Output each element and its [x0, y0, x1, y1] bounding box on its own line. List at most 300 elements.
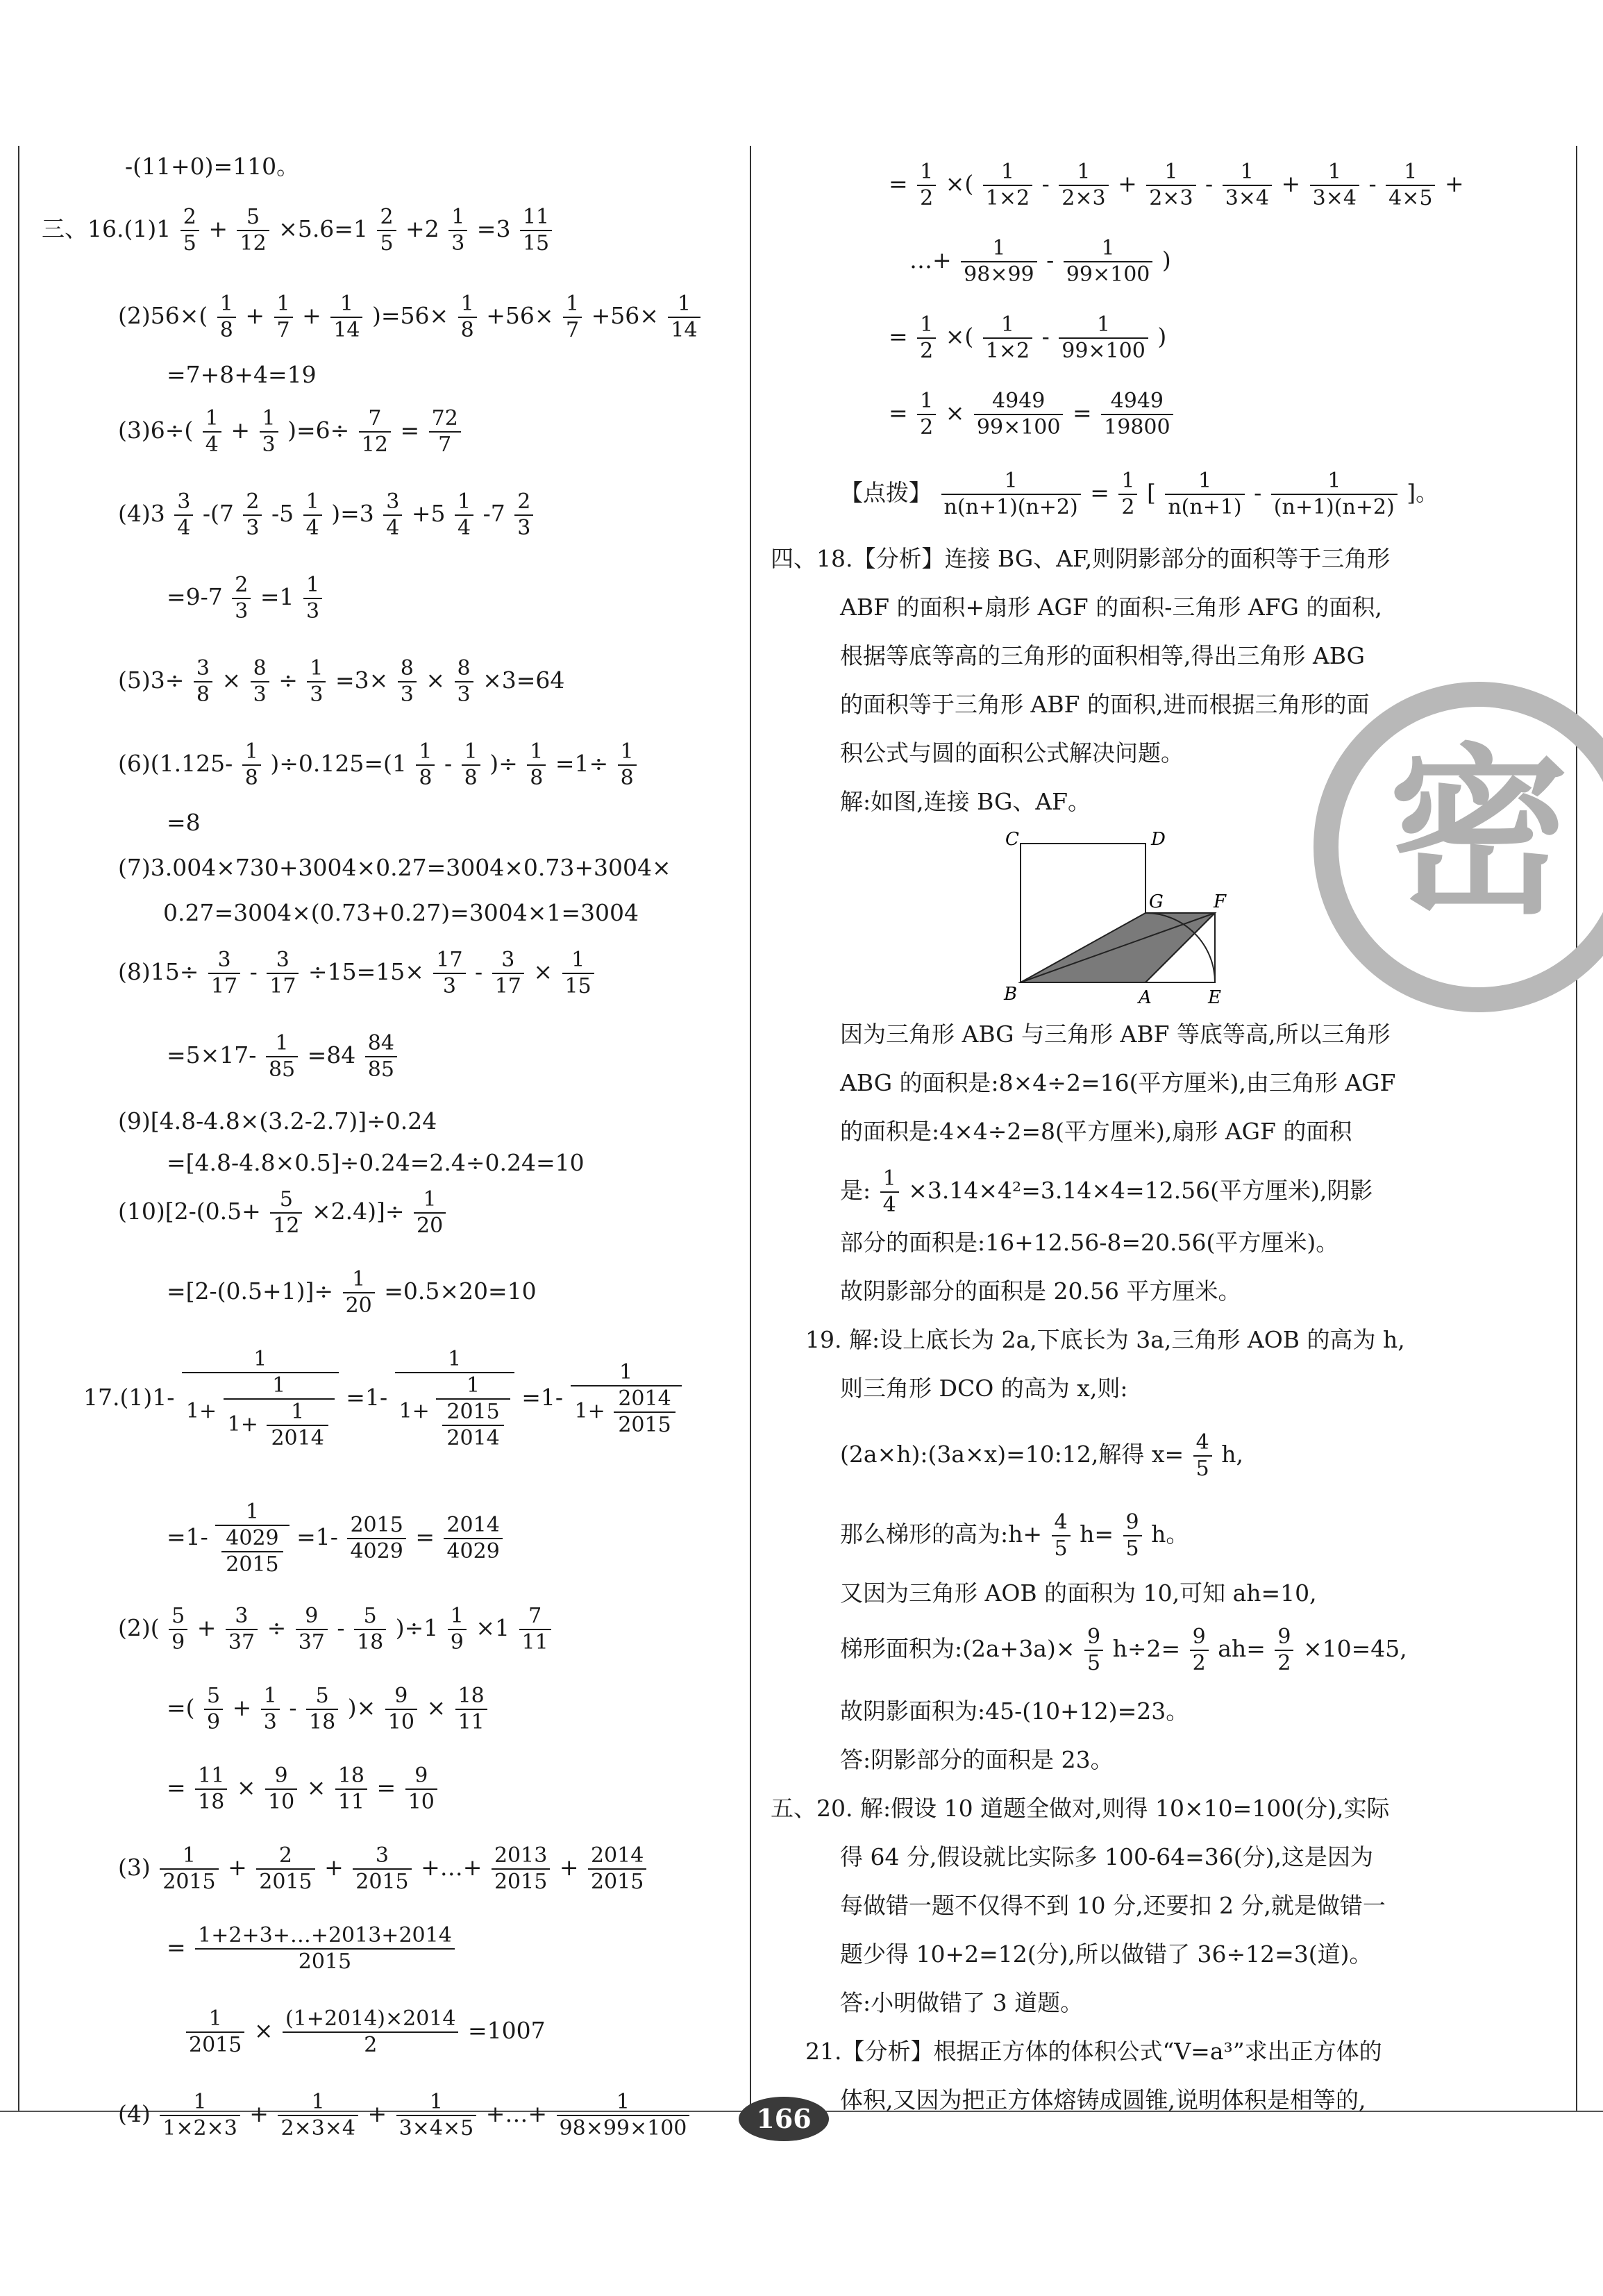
frac [983, 160, 1032, 211]
t: ) [1161, 246, 1171, 274]
frac [1223, 160, 1272, 211]
n: 9 [1190, 1625, 1209, 1651]
frac [455, 489, 473, 541]
frac [274, 292, 293, 343]
t: =1 [260, 583, 294, 610]
q19-line7: 故阴影面积为:45-(10+12)=23。 [840, 1698, 1189, 1725]
d: 8 [196, 682, 210, 707]
frac [519, 1604, 551, 1655]
frac [442, 1400, 503, 1451]
d: 18 [198, 1790, 225, 1814]
t: - [1368, 170, 1377, 197]
t: h÷2= [1112, 1635, 1181, 1662]
t: + [324, 1854, 344, 1881]
frac [195, 1923, 455, 1975]
n: 1 [455, 489, 473, 516]
t: - [1046, 246, 1055, 274]
frac [941, 469, 1081, 520]
t: -5 [271, 500, 294, 527]
t: - [444, 750, 453, 777]
n: 9 [1123, 1510, 1142, 1536]
n: 1 [557, 2090, 690, 2116]
d: 15 [522, 231, 550, 255]
frac [353, 1843, 411, 1895]
n: 1 [261, 1684, 280, 1710]
d: 18 [309, 1710, 336, 1734]
d: 1×2 [985, 339, 1030, 363]
frac [306, 1684, 338, 1735]
d: 2015 [259, 1870, 312, 1894]
t: + [228, 1854, 247, 1881]
d: 10 [268, 1790, 295, 1814]
problem-16-2 [118, 292, 703, 343]
label-e: E [1208, 987, 1221, 1008]
t: 1+ [398, 1399, 430, 1423]
t: = [1090, 479, 1109, 506]
t: + [1444, 170, 1464, 197]
frac [1271, 469, 1398, 520]
frac [492, 1843, 550, 1895]
frac [588, 1843, 646, 1895]
t: 那么梯形的高为:h+ [840, 1520, 1043, 1548]
d: 3×4 [1225, 186, 1269, 210]
n: 1 [303, 489, 322, 516]
n: 1 [448, 205, 467, 231]
t: × [306, 1774, 326, 1801]
n: 4 [1052, 1510, 1071, 1536]
geometry-figure [1000, 830, 1229, 1010]
n: 11 [520, 205, 552, 231]
t: + [1281, 170, 1301, 197]
n: 1 [1059, 312, 1148, 339]
d: 99×100 [1061, 339, 1145, 363]
d [436, 1400, 510, 1451]
q20-line3: 每做错一题不仅得不到 10 分,还要扣 2 分,就是做错一 [840, 1892, 1386, 1919]
d: 5 [1087, 1651, 1101, 1675]
frac [260, 406, 278, 458]
frac [398, 656, 417, 707]
q20-line1: 五、20. 解:假设 10 道题全做对,则得 10×10=100(分),实际 [771, 1795, 1390, 1822]
t: - [1041, 323, 1050, 350]
d: 7 [566, 318, 580, 342]
frac [396, 2090, 477, 2141]
frac [195, 1763, 227, 1815]
q18-line4: 的面积等于三角形 ABF 的面积,进而根据三角形的面 [840, 691, 1370, 718]
frac [221, 1526, 283, 1577]
n: 1 [307, 656, 326, 682]
n: 1 [215, 1500, 289, 1526]
d: 4029 [350, 1539, 403, 1564]
frac [174, 489, 193, 541]
t: = [889, 399, 908, 426]
label-d: D [1151, 830, 1166, 850]
n: 3 [208, 948, 240, 974]
left-margin-rule [18, 146, 19, 2111]
q18-line10: 部分的面积是:16+12.56-8=20.56(平方厘米)。 [840, 1229, 1339, 1256]
frac [265, 1763, 297, 1815]
frac [1052, 1510, 1071, 1561]
d: 5 [1195, 1457, 1209, 1481]
d: 5 [1125, 1536, 1139, 1561]
n: 8 [251, 656, 269, 682]
d: 2015 [590, 1870, 644, 1894]
q18-line3: 根据等底等高的三角形的面积相等,得出三角形 ABG [840, 642, 1366, 669]
problem-17-2-result [167, 1763, 439, 1815]
section-label: 三、16. [42, 215, 124, 242]
q19-line4 [840, 1510, 1189, 1561]
q19-line1: 19. 解:设上底长为 2a,下底长为 3a,三角形 AOB 的高为 h, [805, 1326, 1405, 1353]
n: 1 [242, 739, 261, 766]
n: 1 [983, 312, 1032, 339]
label-f: F [1214, 891, 1227, 912]
n: 1 [266, 1031, 298, 1057]
d: 3 [457, 682, 471, 707]
q19-line2: 则三角形 DCO 的高为 x,则: [840, 1375, 1128, 1402]
frac [448, 205, 467, 256]
n: 1 [527, 739, 546, 766]
frac [974, 389, 1064, 440]
t: ×( [945, 323, 974, 350]
n: 2 [256, 1843, 314, 1870]
frac [303, 489, 322, 541]
t: ÷ [278, 667, 298, 694]
d: 3 [306, 599, 320, 623]
frac [614, 1386, 675, 1438]
problem-17-4-step1 [889, 160, 1464, 211]
n: 1 [618, 739, 637, 766]
t: =1- [167, 1523, 208, 1550]
n: 3 [267, 948, 299, 974]
d: 7 [438, 433, 452, 457]
frac [204, 1684, 223, 1735]
n: 2014 [588, 1843, 646, 1870]
frac [267, 1400, 328, 1451]
d: 14 [333, 318, 360, 342]
d: 2015 [189, 2033, 242, 2057]
n: 1 [571, 1360, 682, 1386]
t: +…+ [485, 2100, 548, 2127]
n: 1 [267, 1400, 328, 1426]
d: 2014 [271, 1426, 324, 1450]
frac [377, 205, 396, 256]
q18-line9 [840, 1166, 1373, 1218]
d: 11 [458, 1710, 485, 1734]
problem-17-3-result [184, 2006, 546, 2058]
hint-line [840, 469, 1438, 520]
t: (2a×h):(3a×x)=10:12,解得 x= [840, 1441, 1184, 1468]
q18-line1: 四、18.【分析】连接 BG、AF,则阴影部分的面积等于三角形 [771, 545, 1391, 572]
d: 2014 [446, 1426, 500, 1450]
q20-line2: 得 64 分,假设就比实际多 100-64=36(分),这是因为 [840, 1843, 1373, 1870]
frac [251, 656, 269, 707]
frac [527, 739, 546, 791]
t: - [1205, 170, 1214, 197]
frac [1275, 1625, 1293, 1676]
d: 8 [419, 766, 433, 790]
n: 1 [880, 1166, 899, 1193]
d: 3 [235, 599, 249, 623]
d: 2×3 [1149, 186, 1193, 210]
column-divider [750, 146, 751, 2111]
d: 20 [417, 1214, 444, 1238]
t: 1+ [185, 1399, 217, 1423]
d: 5 [380, 231, 394, 255]
d [224, 1400, 335, 1451]
frac [563, 292, 582, 343]
frac [1190, 1625, 1209, 1676]
t: (5)3÷ [118, 667, 185, 694]
frac [256, 1843, 314, 1895]
t: + [245, 302, 265, 329]
d: 8 [464, 766, 478, 790]
frac [668, 292, 700, 343]
t: + [1118, 170, 1137, 197]
n: 17 [433, 948, 465, 974]
n: 9 [1275, 1625, 1293, 1651]
n: 2014 [614, 1386, 675, 1413]
n: 1 [416, 739, 435, 766]
n: 1 [160, 1843, 218, 1870]
n: 3 [226, 1604, 258, 1630]
n: 2 [232, 573, 251, 599]
right-margin-rule [1576, 146, 1577, 2111]
t: 【点拨】 [840, 479, 932, 506]
n: 1 [303, 573, 322, 599]
q18-line8: 的面积是:4×4÷2=8(平方厘米),扇形 AGF 的面积 [840, 1118, 1352, 1145]
d: 3 [263, 1710, 277, 1734]
n: 1 [203, 406, 221, 433]
problem-16-5 [118, 656, 564, 707]
problem-16-10-result [167, 1267, 537, 1318]
t: )÷0.125=(1 [270, 750, 407, 777]
n: 84 [365, 1031, 397, 1057]
q21-line1: 21.【分析】根据正方体的体积公式“V=a³”求出正方体的 [805, 2038, 1382, 2065]
n: 1 [1146, 160, 1195, 186]
frac [1118, 469, 1137, 520]
d: 3 [451, 231, 465, 255]
frac [429, 406, 461, 458]
line-110: -(11+0)=110。 [125, 153, 300, 180]
problem-16-4 [118, 489, 535, 541]
n: 2013 [492, 1843, 550, 1870]
t: × [945, 399, 965, 426]
watermark-char: 密 [1388, 729, 1569, 939]
d: 19800 [1104, 415, 1170, 439]
n: 2015 [442, 1400, 503, 1426]
frac [232, 573, 251, 624]
n: 1 [917, 312, 936, 339]
t: × [221, 667, 242, 694]
t: =( [167, 1694, 195, 1721]
frac [880, 1166, 899, 1218]
t: (2)56×( [118, 302, 208, 329]
n: 9 [405, 1763, 437, 1790]
d: 3 [400, 682, 414, 707]
frac [1146, 160, 1195, 211]
frac [917, 312, 936, 364]
n: 1 [278, 2090, 358, 2116]
frac [226, 1604, 258, 1655]
n: 1 [983, 160, 1032, 186]
n: 1 [1064, 236, 1153, 262]
n: 3 [353, 1843, 411, 1870]
n: 1 [160, 2090, 240, 2116]
d: 99×100 [1066, 262, 1150, 287]
d: 37 [298, 1630, 325, 1654]
d: 4029 [446, 1539, 500, 1564]
t: - [1041, 170, 1050, 197]
n: 2 [377, 205, 396, 231]
problem-16-10 [118, 1187, 448, 1239]
frac [343, 1267, 375, 1318]
frac [303, 573, 322, 624]
page-number-badge: 166 [739, 2097, 829, 2141]
n: 1 [1059, 160, 1108, 186]
t: (6)(1.125- [118, 750, 233, 777]
d: 2015 [618, 1413, 671, 1437]
t: 17.(1)1- [83, 1384, 175, 1411]
d: 10 [408, 1790, 435, 1814]
n: 8 [455, 656, 473, 682]
t: +56× [591, 302, 659, 329]
n: 1 [1223, 160, 1272, 186]
t: 1+ [574, 1399, 605, 1423]
frac [1123, 1510, 1142, 1561]
d: 3 [442, 974, 456, 998]
n: 4949 [1101, 389, 1173, 415]
d: 2015 [494, 1870, 548, 1894]
d: 3 [262, 433, 276, 457]
problem-17-4 [118, 2090, 691, 2141]
frac [278, 2090, 358, 2141]
n: 3 [174, 489, 193, 516]
n: 1 [414, 1187, 446, 1214]
d: 8 [620, 766, 634, 790]
d: 98×99 [964, 262, 1034, 287]
frac [267, 948, 299, 999]
t: +5 [411, 500, 446, 527]
n: 5 [237, 205, 269, 231]
t: =3 [476, 215, 511, 242]
t: ÷ [267, 1614, 287, 1641]
problem-17-4-step3 [889, 312, 1166, 364]
t: + [559, 1854, 579, 1881]
n: 5 [354, 1604, 386, 1630]
t: + [232, 1694, 252, 1721]
n: 3 [194, 656, 212, 682]
t: )=6÷ [287, 417, 350, 444]
d: 14 [671, 318, 698, 342]
frac [405, 1763, 437, 1815]
frac [618, 739, 637, 791]
t: =1- [521, 1384, 564, 1411]
q18-line6: 因为三角形 ABG 与三角形 ABF 等底等高,所以三角形 [840, 1021, 1391, 1048]
frac [1310, 160, 1359, 211]
d: 4 [305, 516, 319, 540]
frac [1165, 469, 1244, 520]
n: 3 [383, 489, 402, 516]
n: 9 [265, 1763, 297, 1790]
d: 2015 [226, 1552, 279, 1577]
d: (n+1)(n+2) [1273, 495, 1395, 519]
d: 1×2 [985, 186, 1030, 210]
t: =9-7 [167, 583, 223, 610]
nested-frac [215, 1500, 289, 1577]
n: 1 [1310, 160, 1359, 186]
t: h, [1221, 1441, 1243, 1468]
t: (3) [118, 1854, 151, 1881]
problem-16-6 [118, 739, 639, 791]
d: 2 [1277, 1651, 1291, 1675]
d: 12 [361, 433, 388, 457]
d: 2 [1192, 1651, 1206, 1675]
frac [354, 1604, 386, 1655]
n: 2 [514, 489, 533, 516]
d: 5 [1054, 1536, 1068, 1561]
label-c: C [1005, 830, 1019, 850]
d: 2×3 [1061, 186, 1106, 210]
t: = [1072, 399, 1092, 426]
frac [270, 1187, 302, 1239]
problem-17-2-step [167, 1684, 489, 1735]
frac [330, 292, 362, 343]
frac [433, 948, 465, 999]
q19-answer: 答:阴影部分的面积是 23。 [840, 1746, 1114, 1773]
d: 11 [521, 1630, 548, 1654]
t: (3)6÷( [118, 417, 194, 444]
d: 3 [253, 682, 267, 707]
problem-17-2 [118, 1604, 553, 1655]
n: 1 [917, 160, 936, 186]
frac [414, 1187, 446, 1239]
frac [416, 739, 435, 791]
q19-line6 [840, 1625, 1407, 1676]
t: …+ [909, 246, 952, 274]
q20-answer: 答:小明做错了 3 道题。 [840, 1989, 1084, 2016]
problem-17-4-result [889, 389, 1175, 440]
frac [307, 656, 326, 707]
problem-16-9-line1: (9)[4.8-4.8×(3.2-2.7)]÷0.24 [118, 1107, 437, 1134]
t: -(7 [202, 500, 234, 527]
q18-solution: 解:如图,连接 BG、AF。 [840, 788, 1091, 815]
t: =1- [296, 1523, 338, 1550]
nested-frac [436, 1373, 510, 1451]
q18-line11: 故阴影部分的面积是 20.56 平方厘米。 [840, 1277, 1241, 1305]
t: × [533, 958, 553, 985]
d: 17 [210, 974, 238, 998]
label-g: G [1149, 891, 1164, 912]
t: = [376, 1774, 396, 1801]
frac [283, 2006, 458, 2058]
n: 5 [204, 1684, 223, 1710]
n: 1 [668, 292, 700, 318]
frac [242, 739, 261, 791]
frac [514, 489, 533, 541]
problem-16-4-result [167, 573, 324, 624]
t: [ [1146, 479, 1156, 506]
n: 5 [169, 1604, 187, 1630]
t: × [426, 667, 446, 694]
t: = [400, 417, 420, 444]
frac [520, 205, 552, 256]
t: (8)15÷ [118, 958, 199, 985]
t: = [167, 1774, 186, 1801]
q18-line7: ABG 的面积是:8×4÷2=16(平方厘米),由三角形 AGF [840, 1069, 1396, 1096]
problem-16-9-line2: =[4.8-4.8×0.5]÷0.24=2.4÷0.24=10 [167, 1149, 585, 1176]
d: 4×5 [1388, 186, 1433, 210]
d: 11 [337, 1790, 365, 1814]
frac [261, 1684, 280, 1735]
